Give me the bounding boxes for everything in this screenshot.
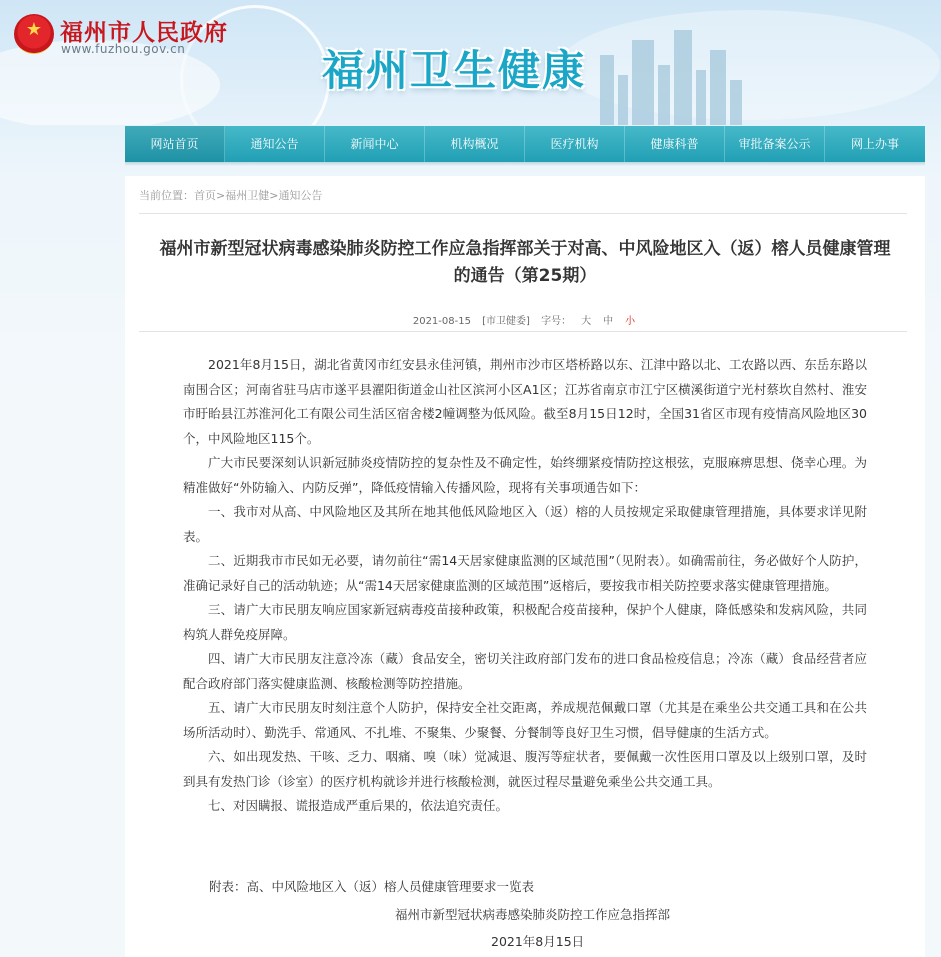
main-nav xyxy=(125,126,925,162)
cloud-decoration xyxy=(560,10,940,120)
paragraph: 五、请广大市民朋友时刻注意个人防护，保持安全社交距离，养成规范佩戴口罩（尤其是在乘坐公共交通工具和在公共场所活动时）、勤洗手、常通风、不扎堆、不聚集、少聚餐、分餐制等良好卫生习惯，倡导健康的生活方式。 xyxy=(183,700,867,740)
national-emblem-icon[interactable] xyxy=(14,14,54,54)
article-meta xyxy=(125,312,925,327)
font-size-large-button[interactable]: 大 xyxy=(581,316,592,327)
paragraph: 广大市民要深刻认识新冠肺炎疫情防控的复杂性及不确定性，始终绷紧疫情防控这根弦，克服麻痹思想、侥幸心理。为精准做好“外防输入、内防反弹”，降低疫情输入传播风险，现将有关事项通告如下： xyxy=(183,455,867,495)
paragraph: 六、如出现发热、干咳、乏力、咽痛、嗅（味）觉减退、腹泻等症状者，要佩戴一次性医用口罩及以上级别口罩，及时到具有发热门诊（诊室）的医疗机构就诊并进行核酸检测，就医过程尽量避免乘坐公共交通工具。 xyxy=(183,749,867,789)
breadcrumb-current[interactable]: 通知公告 xyxy=(278,189,323,202)
nav-item-approvals[interactable]: 审批备案公示 xyxy=(725,126,825,162)
article-source: [市卫健委] xyxy=(482,316,530,327)
paragraph: 三、请广大市民朋友响应国家新冠病毒疫苗接种政策，积极配合疫苗接种，保护个人健康，降低感染和发病风险，共同构筑人群免疫屏障。 xyxy=(183,602,867,642)
paragraph: 四、请广大市民朋友注意冷冻（藏）食品安全，密切关注政府部门发布的进口食品检疫信息；冷冻（藏）食品经营者应配合政府部门落实健康监测、核酸检测等防控措施。 xyxy=(183,651,867,691)
attachment-link[interactable]: 附表：高、中风险地区入（返）榕人员健康管理要求一览表 xyxy=(209,879,535,894)
font-size-small-button[interactable]: 小 xyxy=(625,316,636,327)
article-title: 福州市新型冠状病毒感染肺炎防控工作应急指挥部关于对高、中风险地区入（返）榕人员健康管理的通告（第25期） xyxy=(159,239,891,286)
paragraph: 二、近期我市市民如无必要，请勿前往“需14天居家健康监测的区域范围”（见附表）。如确需前往，务必做好个人防护，准确记录好自己的活动轨迹；从“需14天居家健康监测的区域范围”返榕后，要按我市相关防控要求落实健康管理措施。 xyxy=(183,553,867,593)
divider xyxy=(139,331,907,332)
divider xyxy=(139,213,907,214)
signature: 福州市新型冠状病毒感染肺炎防控工作应急指挥部 xyxy=(395,907,671,922)
paragraph: 2021年8月15日，湖北省黄冈市红安县永佳河镇，荆州市沙市区塔桥路以东、江津中路以北、工农路以西、东岳东路以南围合区；河南省驻马店市遂平县濯阳街道金山社区滨河小区A1区；江苏省南京市江宁区横溪街道宁光村蔡坎自然村、淮安市盱眙县江苏淮河化工有限公司生活区宿舍楼2幢调整为低风险。截至8月15日12时，全国31省区市现有疫情高风险地区30个，中风险地区115个。 xyxy=(183,357,867,446)
paragraph: 七、对因瞒报、谎报造成严重后果的，依法追究责任。 xyxy=(208,798,509,813)
skyline-building xyxy=(710,50,726,125)
nav-item-medical[interactable]: 医疗机构 xyxy=(525,126,625,162)
nav-shadow xyxy=(125,162,925,166)
site-url: www.fuzhou.gov.cn xyxy=(61,42,186,56)
skyline-building xyxy=(696,70,706,125)
site-name[interactable]: 福州市人民政府 xyxy=(60,19,228,45)
article-date: 2021-08-15 xyxy=(412,316,471,327)
breadcrumb-section[interactable]: 福州卫健 xyxy=(225,189,270,202)
nav-item-news[interactable]: 新闻中心 xyxy=(325,126,425,162)
skyline-building xyxy=(618,75,628,125)
font-size-medium-button[interactable]: 中 xyxy=(603,316,614,327)
breadcrumb-prefix: 当前位置： xyxy=(139,189,194,202)
brand-title[interactable]: 福州卫生健康 xyxy=(322,46,587,95)
breadcrumb-separator: > xyxy=(269,189,279,202)
skyline-building xyxy=(632,40,654,125)
site-header xyxy=(0,0,941,125)
breadcrumb xyxy=(139,187,322,203)
sign-date: 2021年8月15日 xyxy=(491,934,585,949)
article-body xyxy=(183,353,867,819)
star-icon: ★ xyxy=(25,19,43,40)
nav-item-online-services[interactable]: 网上办事 xyxy=(850,137,899,151)
breadcrumb-home[interactable]: 首页 xyxy=(194,189,216,202)
nav-item-health-science[interactable]: 健康科普 xyxy=(625,126,725,162)
paragraph: 一、我市对从高、中风险地区及其所在地其他低风险地区入（返）榕的人员按规定采取健康管理措施，具体要求详见附表。 xyxy=(183,504,867,544)
breadcrumb-separator: > xyxy=(216,189,226,202)
skyline-building xyxy=(674,30,692,125)
content-panel xyxy=(125,176,925,957)
skyline-building xyxy=(658,65,670,125)
nav-item-notices[interactable]: 通知公告 xyxy=(225,126,325,162)
nav-item-home[interactable]: 网站首页 xyxy=(125,126,225,162)
font-size-label: 字号： xyxy=(541,316,572,327)
nav-item-overview[interactable]: 机构概况 xyxy=(425,126,525,162)
skyline-building xyxy=(600,55,614,125)
skyline-building xyxy=(730,80,742,125)
